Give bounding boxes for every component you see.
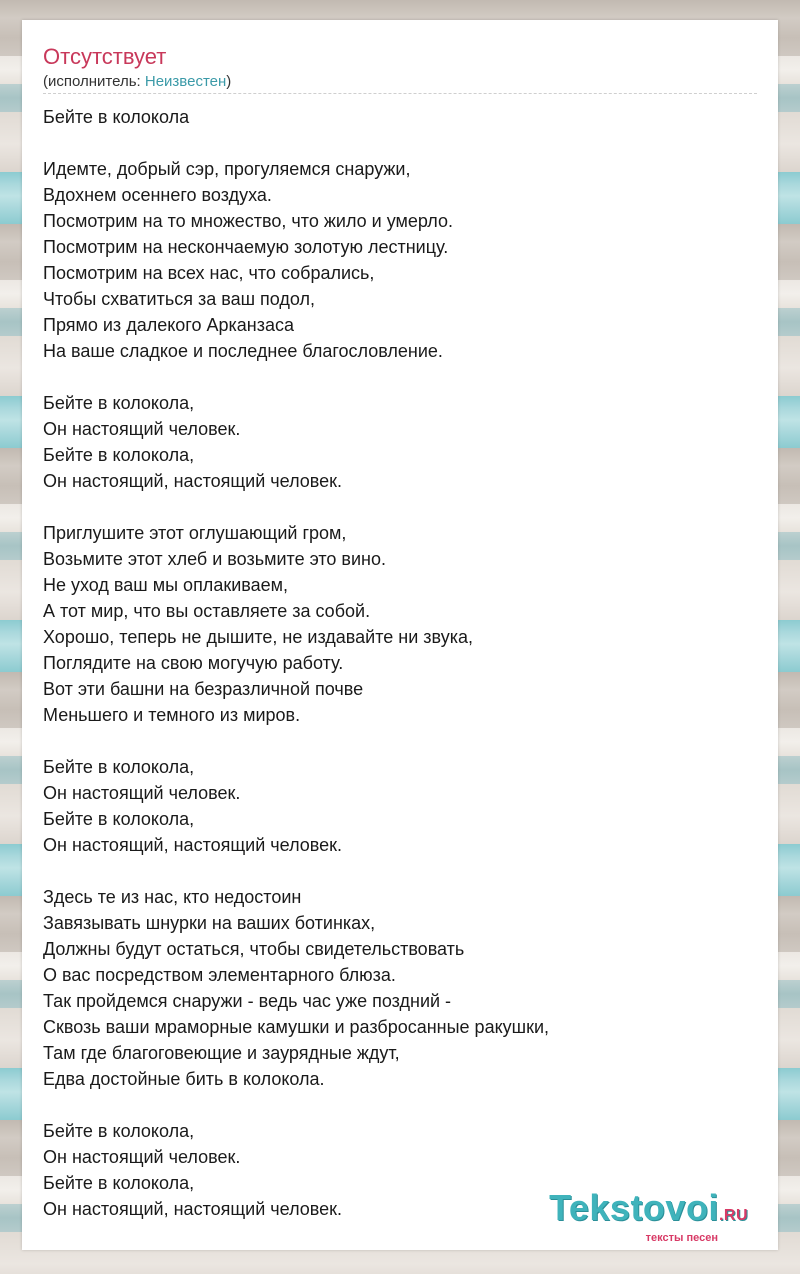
- lyric-line: Хорошо, теперь не дышите, не издавайте ни звука,: [43, 627, 473, 647]
- lyric-line: Сквозь ваши мраморные камушки и разбросанные ракушки,: [43, 1017, 550, 1037]
- lyric-blank-line: [43, 494, 549, 520]
- title-divider: [43, 93, 757, 94]
- lyric-line: Бейте в колокола,: [43, 809, 195, 829]
- lyric-line: Он настоящий человек.: [43, 419, 241, 439]
- lyric-line: Бейте в колокола,: [43, 1121, 195, 1141]
- lyric-line: Не уход ваш мы оплакиваем,: [43, 575, 289, 595]
- lyric-blank-line: [43, 728, 549, 754]
- lyric-line: Вдохнем осеннего воздуха.: [43, 185, 272, 205]
- artist-prefix: (исполнитель:: [43, 73, 145, 90]
- logo-tld: .RU: [718, 1207, 748, 1224]
- lyric-line: Там где благоговеющие и заурядные ждут,: [43, 1043, 400, 1063]
- lyrics-card: [22, 20, 778, 1250]
- lyric-line: Вот эти башни на безразличной почве: [43, 679, 364, 699]
- artist-suffix: ): [226, 73, 232, 90]
- lyric-line: Бейте в колокола,: [43, 1173, 195, 1193]
- lyric-line: Возьмите этот хлеб и возьмите это вино.: [43, 549, 386, 569]
- artist-line: [43, 73, 231, 91]
- lyric-line: Идемте, добрый сэр, прогуляемся снаружи,: [43, 159, 411, 179]
- lyric-blank-line: [43, 858, 549, 884]
- lyric-line: Он настоящий человек.: [43, 1147, 241, 1167]
- lyric-line: Посмотрим на всех нас, что собрались,: [43, 263, 375, 283]
- lyric-line: Бейте в колокола,: [43, 445, 195, 465]
- lyric-line: Меньшего и темного из миров.: [43, 705, 301, 725]
- lyric-blank-line: [43, 1092, 549, 1118]
- lyric-line: Он настоящий человек.: [43, 783, 241, 803]
- lyrics-text: [43, 104, 549, 1222]
- lyric-line: Бейте в колокола: [43, 107, 190, 127]
- lyric-blank-line: [43, 130, 549, 156]
- lyric-line: Бейте в колокола,: [43, 757, 195, 777]
- lyric-line: Прямо из далекого Арканзаса: [43, 315, 294, 335]
- lyric-line: Посмотрим на то множество, что жило и умерло.: [43, 211, 454, 231]
- logo-tagline: тексты песен: [645, 1232, 718, 1244]
- lyric-line: Он настоящий, настоящий человек.: [43, 471, 343, 491]
- lyric-line: Завязывать шнурки на ваших ботинках,: [43, 913, 376, 933]
- lyric-line: Он настоящий, настоящий человек.: [43, 1199, 343, 1219]
- lyric-line: Посмотрим на нескончаемую золотую лестницу.: [43, 237, 449, 257]
- lyric-line: Едва достойные бить в колокола.: [43, 1069, 325, 1089]
- lyric-line: А тот мир, что вы оставляете за собой.: [43, 601, 371, 621]
- lyric-line: Бейте в колокола,: [43, 393, 195, 413]
- lyric-line: Приглушите этот оглушающий гром,: [43, 523, 347, 543]
- site-logo[interactable]: [549, 1187, 748, 1244]
- lyric-blank-line: [43, 364, 549, 390]
- lyric-line: На ваше сладкое и последнее благословление.: [43, 341, 443, 361]
- logo-name: Tekstovoi: [549, 1187, 719, 1228]
- lyric-line: Поглядите на свою могучую работу.: [43, 653, 344, 673]
- lyric-line: Так пройдемся снаружи - ведь час уже поздний -: [43, 991, 452, 1011]
- lyric-line: Должны будут остаться, чтобы свидетельствовать: [43, 939, 465, 959]
- lyric-line: Чтобы схватиться за ваш подол,: [43, 289, 316, 309]
- lyric-line: Он настоящий, настоящий человек.: [43, 835, 343, 855]
- lyric-line: Здесь те из нас, кто недостоин: [43, 887, 302, 907]
- logo-wordmark: [549, 1187, 748, 1234]
- lyric-line: О вас посредством элементарного блюза.: [43, 965, 396, 985]
- artist-link[interactable]: Неизвестен: [144, 73, 227, 90]
- song-title: Отсутствует: [43, 44, 167, 69]
